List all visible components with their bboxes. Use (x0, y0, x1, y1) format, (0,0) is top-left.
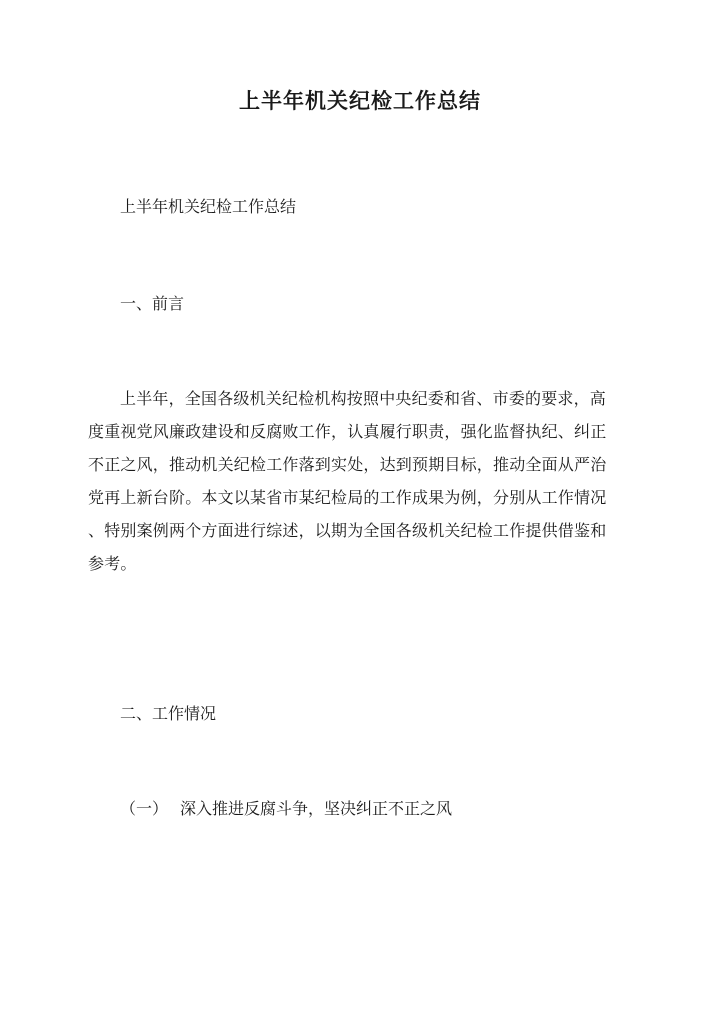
subsection-marker: （一） (120, 799, 169, 818)
document-title: 上半年机关纪检工作总结 (239, 88, 481, 113)
paragraph-line: 参考。 (88, 554, 137, 573)
paragraph-line: 不正之风，推动机关纪检工作落到实处，达到预期目标，推动全面从严治 (88, 455, 607, 474)
subsection-heading (120, 795, 452, 823)
document-subtitle: 上半年机关纪检工作总结 (120, 197, 297, 216)
section-heading-work-status: 二、工作情况 (120, 704, 217, 723)
preface-paragraph (88, 382, 633, 580)
section-heading-preface: 一、前言 (120, 294, 185, 313)
paragraph-line: 度重视党风廉政建设和反腐败工作，认真履行职责，强化监督执纪、纠正 (88, 422, 607, 441)
subsection-title: 深入推进反腐斗争，坚决纠正不正之风 (180, 799, 453, 818)
paragraph-line: 党再上新台阶。本文以某省市某纪检局的工作成果为例，分别从工作情况 (88, 488, 607, 507)
paragraph-line: 、特别案例两个方面进行综述，以期为全国各级机关纪检工作提供借鉴和 (88, 521, 607, 540)
paragraph-line: 上半年，全国各级机关纪检机构按照中央纪委和省、市委的要求，高 (120, 389, 607, 408)
